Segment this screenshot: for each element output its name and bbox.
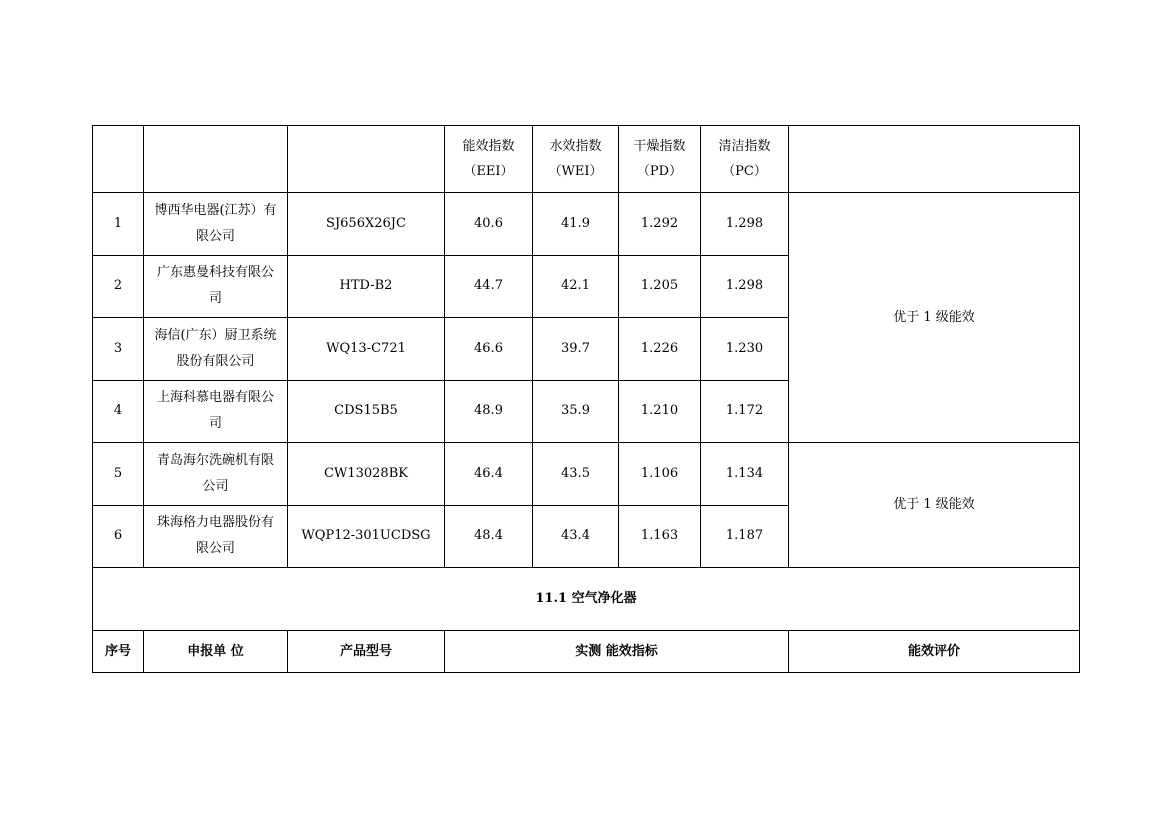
product-model: WQP12-301UCDSG — [288, 505, 445, 568]
section-title-row — [93, 568, 1080, 631]
pd-value: 1.210 — [619, 380, 701, 443]
eei-value: 48.9 — [445, 380, 533, 443]
eei-header-name: 能效指数 — [462, 139, 515, 154]
pc-value: 1.172 — [701, 380, 789, 443]
empty-cell — [93, 126, 144, 193]
evaluation-cell: 优于 1 级能效 — [789, 193, 1080, 443]
pc-value: 1.298 — [701, 255, 789, 318]
eei-value: 44.7 — [445, 255, 533, 318]
eei-header — [445, 126, 533, 193]
row-number: 2 — [93, 255, 144, 318]
section-title: 11.1 空气净化器 — [93, 568, 1080, 631]
empty-cell — [288, 126, 445, 193]
product-model: CDS15B5 — [288, 380, 445, 443]
table-row — [93, 443, 1080, 506]
pd-header — [619, 126, 701, 193]
pd-value: 1.226 — [619, 318, 701, 381]
eei-header-abbr: （EEI） — [463, 164, 514, 179]
pc-value: 1.230 — [701, 318, 789, 381]
metric-header-row — [93, 126, 1080, 193]
header-evaluation: 能效评价 — [789, 631, 1080, 673]
column-header-row — [93, 631, 1080, 673]
row-number: 6 — [93, 505, 144, 568]
product-model: SJ656X26JC — [288, 193, 445, 256]
product-model: WQ13-C721 — [288, 318, 445, 381]
pd-value: 1.163 — [619, 505, 701, 568]
pc-value: 1.298 — [701, 193, 789, 256]
company-name: 广东惠曼科技有限公司 — [144, 255, 288, 318]
wei-header-abbr: （WEI） — [548, 164, 603, 179]
header-serial-number: 序号 — [93, 631, 144, 673]
pd-header-name: 干燥指数 — [633, 139, 686, 154]
row-number: 3 — [93, 318, 144, 381]
product-model: CW13028BK — [288, 443, 445, 506]
wei-value: 35.9 — [533, 380, 619, 443]
row-number: 5 — [93, 443, 144, 506]
eei-value: 40.6 — [445, 193, 533, 256]
empty-cell — [144, 126, 288, 193]
pd-value: 1.292 — [619, 193, 701, 256]
row-number: 4 — [93, 380, 144, 443]
eei-value: 46.4 — [445, 443, 533, 506]
pc-header-name: 清洁指数 — [718, 139, 771, 154]
wei-value: 41.9 — [533, 193, 619, 256]
company-name: 上海科慕电器有限公司 — [144, 380, 288, 443]
eei-value: 46.6 — [445, 318, 533, 381]
pc-header-abbr: （PC） — [722, 164, 767, 179]
evaluation-cell: 优于 1 级能效 — [789, 443, 1080, 568]
pd-value: 1.106 — [619, 443, 701, 506]
product-model: HTD-B2 — [288, 255, 445, 318]
header-model: 产品型号 — [288, 631, 445, 673]
table-row — [93, 193, 1080, 256]
header-company: 申报单 位 — [144, 631, 288, 673]
energy-efficiency-table — [92, 125, 1080, 673]
header-metrics: 实测 能效指标 — [445, 631, 789, 673]
company-name: 海信(广东）厨卫系统股份有限公司 — [144, 318, 288, 381]
pd-value: 1.205 — [619, 255, 701, 318]
company-name: 博西华电器(江苏）有限公司 — [144, 193, 288, 256]
pc-value: 1.134 — [701, 443, 789, 506]
wei-value: 43.4 — [533, 505, 619, 568]
eei-value: 48.4 — [445, 505, 533, 568]
wei-value: 43.5 — [533, 443, 619, 506]
wei-value: 39.7 — [533, 318, 619, 381]
company-name: 青岛海尔洗碗机有限公司 — [144, 443, 288, 506]
wei-value: 42.1 — [533, 255, 619, 318]
empty-cell — [789, 126, 1080, 193]
company-name: 珠海格力电器股份有限公司 — [144, 505, 288, 568]
row-number: 1 — [93, 193, 144, 256]
pc-value: 1.187 — [701, 505, 789, 568]
wei-header-name: 水效指数 — [549, 139, 602, 154]
wei-header — [533, 126, 619, 193]
pc-header — [701, 126, 789, 193]
pd-header-abbr: （PD） — [636, 164, 683, 179]
